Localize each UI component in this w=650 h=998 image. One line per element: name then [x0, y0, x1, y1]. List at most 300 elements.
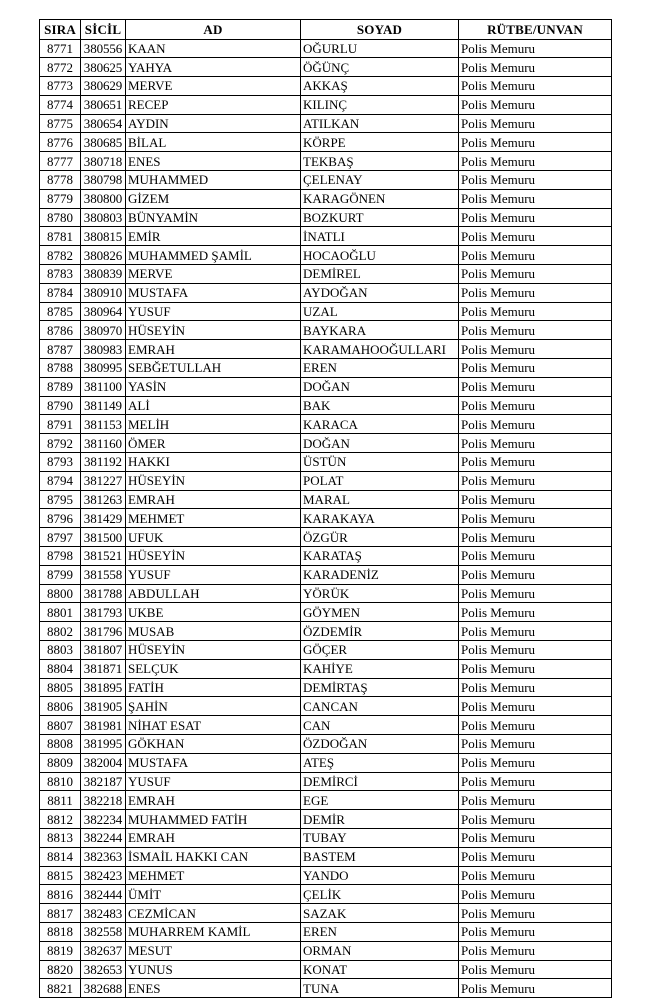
- cell-soyad: CAN: [301, 716, 459, 735]
- cell-sicil: 380718: [81, 152, 126, 171]
- cell-sicil: 380556: [81, 39, 126, 58]
- cell-soyad: BAYKARA: [301, 321, 459, 340]
- cell-ad: YASİN: [126, 377, 301, 396]
- cell-rutbe: Polis Memuru: [459, 340, 612, 359]
- cell-sira: 8786: [40, 321, 81, 340]
- table-row: [40, 772, 612, 791]
- cell-soyad: KÖRPE: [301, 133, 459, 152]
- cell-soyad: OĞURLU: [301, 39, 459, 58]
- table-row: [40, 659, 612, 678]
- cell-rutbe: Polis Memuru: [459, 434, 612, 453]
- cell-soyad: ÖZDOĞAN: [301, 734, 459, 753]
- cell-rutbe: Polis Memuru: [459, 847, 612, 866]
- cell-sicil: 382187: [81, 772, 126, 791]
- cell-ad: ENES: [126, 979, 301, 998]
- table-row: [40, 960, 612, 979]
- cell-sira: 8796: [40, 509, 81, 528]
- cell-sira: 8781: [40, 227, 81, 246]
- cell-rutbe: Polis Memuru: [459, 678, 612, 697]
- cell-ad: SEBĞETULLAH: [126, 359, 301, 378]
- cell-ad: MUHARREM KAMİL: [126, 922, 301, 941]
- cell-rutbe: Polis Memuru: [459, 39, 612, 58]
- cell-sicil: 380815: [81, 227, 126, 246]
- cell-ad: MUHAMMED: [126, 171, 301, 190]
- cell-rutbe: Polis Memuru: [459, 979, 612, 998]
- cell-ad: GİZEM: [126, 189, 301, 208]
- table-row: [40, 866, 612, 885]
- cell-sira: 8818: [40, 922, 81, 941]
- cell-sira: 8813: [40, 828, 81, 847]
- cell-sira: 8784: [40, 283, 81, 302]
- cell-sicil: 381788: [81, 584, 126, 603]
- column-header-ad: AD: [126, 20, 301, 40]
- cell-sira: 8783: [40, 265, 81, 284]
- cell-soyad: GÖÇER: [301, 641, 459, 660]
- cell-sicil: 381981: [81, 716, 126, 735]
- cell-rutbe: Polis Memuru: [459, 716, 612, 735]
- cell-ad: ENES: [126, 152, 301, 171]
- cell-sira: 8812: [40, 810, 81, 829]
- cell-soyad: CANCAN: [301, 697, 459, 716]
- cell-sira: 8802: [40, 622, 81, 641]
- cell-sicil: 381100: [81, 377, 126, 396]
- cell-rutbe: Polis Memuru: [459, 828, 612, 847]
- cell-sira: 8771: [40, 39, 81, 58]
- cell-sira: 8815: [40, 866, 81, 885]
- cell-rutbe: Polis Memuru: [459, 152, 612, 171]
- cell-sicil: 382653: [81, 960, 126, 979]
- cell-sira: 8821: [40, 979, 81, 998]
- cell-soyad: KARACA: [301, 415, 459, 434]
- cell-soyad: BAK: [301, 396, 459, 415]
- cell-soyad: HOCAOĞLU: [301, 246, 459, 265]
- table-row: [40, 58, 612, 77]
- cell-sira: 8801: [40, 603, 81, 622]
- cell-sicil: 381793: [81, 603, 126, 622]
- cell-rutbe: Polis Memuru: [459, 622, 612, 641]
- column-header-rutbe: RÜTBE/UNVAN: [459, 20, 612, 40]
- cell-rutbe: Polis Memuru: [459, 885, 612, 904]
- table-row: [40, 509, 612, 528]
- cell-rutbe: Polis Memuru: [459, 941, 612, 960]
- cell-ad: YUSUF: [126, 565, 301, 584]
- cell-rutbe: Polis Memuru: [459, 77, 612, 96]
- cell-sira: 8782: [40, 246, 81, 265]
- cell-sira: 8777: [40, 152, 81, 171]
- cell-rutbe: Polis Memuru: [459, 904, 612, 923]
- cell-ad: ÖMER: [126, 434, 301, 453]
- cell-sira: 8808: [40, 734, 81, 753]
- cell-soyad: KARAKAYA: [301, 509, 459, 528]
- column-header-sicil: SİCİL: [81, 20, 126, 40]
- cell-soyad: ATEŞ: [301, 753, 459, 772]
- cell-soyad: ATILKAN: [301, 114, 459, 133]
- cell-ad: MUSTAFA: [126, 283, 301, 302]
- cell-rutbe: Polis Memuru: [459, 396, 612, 415]
- cell-rutbe: Polis Memuru: [459, 922, 612, 941]
- cell-rutbe: Polis Memuru: [459, 453, 612, 472]
- cell-ad: EMRAH: [126, 791, 301, 810]
- cell-sicil: 380910: [81, 283, 126, 302]
- cell-soyad: DOĞAN: [301, 434, 459, 453]
- cell-rutbe: Polis Memuru: [459, 584, 612, 603]
- cell-rutbe: Polis Memuru: [459, 189, 612, 208]
- cell-soyad: DEMİREL: [301, 265, 459, 284]
- table-row: [40, 734, 612, 753]
- cell-ad: ÜMİT: [126, 885, 301, 904]
- cell-rutbe: Polis Memuru: [459, 659, 612, 678]
- cell-rutbe: Polis Memuru: [459, 697, 612, 716]
- cell-ad: YUNUS: [126, 960, 301, 979]
- cell-ad: UFUK: [126, 528, 301, 547]
- cell-sicil: 381796: [81, 622, 126, 641]
- cell-sira: 8779: [40, 189, 81, 208]
- cell-soyad: EREN: [301, 359, 459, 378]
- table-row: [40, 716, 612, 735]
- cell-soyad: KAHİYE: [301, 659, 459, 678]
- table-row: [40, 377, 612, 396]
- cell-soyad: KARADENİZ: [301, 565, 459, 584]
- cell-ad: HÜSEYİN: [126, 321, 301, 340]
- cell-sira: 8788: [40, 359, 81, 378]
- table-row: [40, 39, 612, 58]
- table-row: [40, 152, 612, 171]
- cell-rutbe: Polis Memuru: [459, 283, 612, 302]
- cell-ad: MEHMET: [126, 509, 301, 528]
- cell-sicil: 382558: [81, 922, 126, 941]
- table-row: [40, 622, 612, 641]
- cell-sira: 8799: [40, 565, 81, 584]
- table-row: [40, 302, 612, 321]
- cell-sira: 8780: [40, 208, 81, 227]
- cell-rutbe: Polis Memuru: [459, 321, 612, 340]
- table-row: [40, 227, 612, 246]
- cell-sira: 8775: [40, 114, 81, 133]
- cell-sira: 8804: [40, 659, 81, 678]
- cell-soyad: İNATLI: [301, 227, 459, 246]
- cell-soyad: AKKAŞ: [301, 77, 459, 96]
- cell-ad: MERVE: [126, 77, 301, 96]
- cell-sicil: 380654: [81, 114, 126, 133]
- cell-ad: EMRAH: [126, 490, 301, 509]
- cell-rutbe: Polis Memuru: [459, 415, 612, 434]
- cell-soyad: KARAGÖNEN: [301, 189, 459, 208]
- cell-soyad: BASTEM: [301, 847, 459, 866]
- table-row: [40, 922, 612, 941]
- cell-sira: 8794: [40, 471, 81, 490]
- cell-ad: EMİR: [126, 227, 301, 246]
- cell-ad: SELÇUK: [126, 659, 301, 678]
- cell-soyad: KILINÇ: [301, 95, 459, 114]
- cell-ad: CEZMİCAN: [126, 904, 301, 923]
- cell-ad: MERVE: [126, 265, 301, 284]
- table-row: [40, 603, 612, 622]
- table-row: [40, 77, 612, 96]
- table-row: [40, 547, 612, 566]
- cell-sira: 8795: [40, 490, 81, 509]
- cell-soyad: YÖRÜK: [301, 584, 459, 603]
- cell-ad: HÜSEYİN: [126, 547, 301, 566]
- cell-soyad: TEKBAŞ: [301, 152, 459, 171]
- cell-rutbe: Polis Memuru: [459, 772, 612, 791]
- table-body: [40, 39, 612, 998]
- table-row: [40, 340, 612, 359]
- cell-sira: 8817: [40, 904, 81, 923]
- cell-rutbe: Polis Memuru: [459, 603, 612, 622]
- cell-sira: 8790: [40, 396, 81, 415]
- table-header-row: [40, 20, 612, 40]
- cell-sira: 8798: [40, 547, 81, 566]
- table-row: [40, 885, 612, 904]
- cell-soyad: UZAL: [301, 302, 459, 321]
- cell-sira: 8811: [40, 791, 81, 810]
- cell-sira: 8805: [40, 678, 81, 697]
- cell-sira: 8807: [40, 716, 81, 735]
- cell-sicil: 381263: [81, 490, 126, 509]
- cell-soyad: TUNA: [301, 979, 459, 998]
- table-row: [40, 95, 612, 114]
- cell-ad: EMRAH: [126, 340, 301, 359]
- personnel-roster: [39, 19, 611, 998]
- cell-soyad: YANDO: [301, 866, 459, 885]
- cell-rutbe: Polis Memuru: [459, 471, 612, 490]
- cell-rutbe: Polis Memuru: [459, 265, 612, 284]
- cell-ad: ŞAHİN: [126, 697, 301, 716]
- table-row: [40, 133, 612, 152]
- cell-ad: MELİH: [126, 415, 301, 434]
- cell-sira: 8789: [40, 377, 81, 396]
- cell-ad: MUSTAFA: [126, 753, 301, 772]
- cell-sicil: 382444: [81, 885, 126, 904]
- cell-sicil: 380970: [81, 321, 126, 340]
- cell-sira: 8773: [40, 77, 81, 96]
- cell-rutbe: Polis Memuru: [459, 58, 612, 77]
- cell-rutbe: Polis Memuru: [459, 114, 612, 133]
- table-row: [40, 171, 612, 190]
- cell-rutbe: Polis Memuru: [459, 95, 612, 114]
- cell-soyad: KONAT: [301, 960, 459, 979]
- cell-sira: 8810: [40, 772, 81, 791]
- table-row: [40, 208, 612, 227]
- table-row: [40, 847, 612, 866]
- cell-rutbe: Polis Memuru: [459, 359, 612, 378]
- cell-sira: 8800: [40, 584, 81, 603]
- cell-sicil: 381160: [81, 434, 126, 453]
- cell-soyad: TUBAY: [301, 828, 459, 847]
- cell-soyad: ÖĞÜNÇ: [301, 58, 459, 77]
- cell-sira: 8806: [40, 697, 81, 716]
- table-row: [40, 359, 612, 378]
- cell-soyad: DEMİRCİ: [301, 772, 459, 791]
- cell-ad: ABDULLAH: [126, 584, 301, 603]
- cell-ad: MUSAB: [126, 622, 301, 641]
- cell-sicil: 381149: [81, 396, 126, 415]
- cell-soyad: KARAMAHOOĞULLARI: [301, 340, 459, 359]
- cell-sira: 8785: [40, 302, 81, 321]
- table-row: [40, 453, 612, 472]
- cell-sira: 8787: [40, 340, 81, 359]
- cell-sicil: 380798: [81, 171, 126, 190]
- cell-sira: 8816: [40, 885, 81, 904]
- cell-sicil: 381192: [81, 453, 126, 472]
- cell-soyad: POLAT: [301, 471, 459, 490]
- cell-sicil: 380625: [81, 58, 126, 77]
- table-row: [40, 828, 612, 847]
- cell-soyad: KARATAŞ: [301, 547, 459, 566]
- cell-sira: 8819: [40, 941, 81, 960]
- cell-sira: 8772: [40, 58, 81, 77]
- cell-soyad: EGE: [301, 791, 459, 810]
- cell-rutbe: Polis Memuru: [459, 509, 612, 528]
- cell-rutbe: Polis Memuru: [459, 246, 612, 265]
- table-row: [40, 678, 612, 697]
- cell-rutbe: Polis Memuru: [459, 302, 612, 321]
- cell-ad: NİHAT ESAT: [126, 716, 301, 735]
- cell-ad: ALİ: [126, 396, 301, 415]
- cell-sicil: 381500: [81, 528, 126, 547]
- cell-rutbe: Polis Memuru: [459, 171, 612, 190]
- cell-sicil: 382244: [81, 828, 126, 847]
- cell-sira: 8803: [40, 641, 81, 660]
- cell-sicil: 382483: [81, 904, 126, 923]
- cell-soyad: ÜSTÜN: [301, 453, 459, 472]
- table-row: [40, 528, 612, 547]
- cell-ad: MEHMET: [126, 866, 301, 885]
- cell-sira: 8793: [40, 453, 81, 472]
- cell-sicil: 380800: [81, 189, 126, 208]
- table-row: [40, 791, 612, 810]
- cell-soyad: DEMİRTAŞ: [301, 678, 459, 697]
- cell-rutbe: Polis Memuru: [459, 208, 612, 227]
- cell-soyad: ÇELENAY: [301, 171, 459, 190]
- cell-sicil: 381429: [81, 509, 126, 528]
- cell-sira: 8820: [40, 960, 81, 979]
- cell-sicil: 382363: [81, 847, 126, 866]
- cell-ad: YUSUF: [126, 772, 301, 791]
- cell-ad: GÖKHAN: [126, 734, 301, 753]
- cell-rutbe: Polis Memuru: [459, 960, 612, 979]
- cell-sira: 8809: [40, 753, 81, 772]
- cell-sicil: 381871: [81, 659, 126, 678]
- table-row: [40, 396, 612, 415]
- cell-rutbe: Polis Memuru: [459, 528, 612, 547]
- cell-sira: 8776: [40, 133, 81, 152]
- table-row: [40, 941, 612, 960]
- cell-rutbe: Polis Memuru: [459, 866, 612, 885]
- cell-rutbe: Polis Memuru: [459, 641, 612, 660]
- column-header-soyad: SOYAD: [301, 20, 459, 40]
- table-row: [40, 810, 612, 829]
- cell-sicil: 380826: [81, 246, 126, 265]
- table-row: [40, 641, 612, 660]
- cell-ad: BÜNYAMİN: [126, 208, 301, 227]
- table-row: [40, 565, 612, 584]
- cell-ad: HÜSEYİN: [126, 641, 301, 660]
- cell-sira: 8797: [40, 528, 81, 547]
- cell-soyad: BOZKURT: [301, 208, 459, 227]
- table-row: [40, 471, 612, 490]
- cell-soyad: DEMİR: [301, 810, 459, 829]
- cell-rutbe: Polis Memuru: [459, 810, 612, 829]
- cell-rutbe: Polis Memuru: [459, 133, 612, 152]
- cell-ad: BİLAL: [126, 133, 301, 152]
- table-row: [40, 415, 612, 434]
- cell-ad: MUHAMMED FATİH: [126, 810, 301, 829]
- cell-sicil: 380964: [81, 302, 126, 321]
- table-row: [40, 114, 612, 133]
- cell-sicil: 381153: [81, 415, 126, 434]
- cell-sira: 8814: [40, 847, 81, 866]
- cell-rutbe: Polis Memuru: [459, 547, 612, 566]
- cell-ad: EMRAH: [126, 828, 301, 847]
- cell-sicil: 380983: [81, 340, 126, 359]
- cell-rutbe: Polis Memuru: [459, 377, 612, 396]
- cell-soyad: AYDOĞAN: [301, 283, 459, 302]
- cell-ad: FATİH: [126, 678, 301, 697]
- cell-ad: MUHAMMED ŞAMİL: [126, 246, 301, 265]
- table-row: [40, 246, 612, 265]
- cell-sira: 8778: [40, 171, 81, 190]
- cell-ad: İSMAİL HAKKI CAN: [126, 847, 301, 866]
- cell-sicil: 382234: [81, 810, 126, 829]
- cell-ad: UKBE: [126, 603, 301, 622]
- cell-sicil: 381227: [81, 471, 126, 490]
- cell-sicil: 382688: [81, 979, 126, 998]
- cell-ad: KAAN: [126, 39, 301, 58]
- cell-rutbe: Polis Memuru: [459, 753, 612, 772]
- cell-sicil: 382004: [81, 753, 126, 772]
- table-row: [40, 697, 612, 716]
- cell-ad: HÜSEYİN: [126, 471, 301, 490]
- table-row: [40, 904, 612, 923]
- cell-soyad: SAZAK: [301, 904, 459, 923]
- cell-sicil: 381995: [81, 734, 126, 753]
- cell-sira: 8791: [40, 415, 81, 434]
- cell-sicil: 381905: [81, 697, 126, 716]
- table-row: [40, 753, 612, 772]
- cell-ad: YUSUF: [126, 302, 301, 321]
- cell-ad: YAHYA: [126, 58, 301, 77]
- cell-ad: HAKKI: [126, 453, 301, 472]
- cell-soyad: ÖZDEMİR: [301, 622, 459, 641]
- personnel-table: [39, 19, 612, 998]
- cell-rutbe: Polis Memuru: [459, 490, 612, 509]
- table-row: [40, 584, 612, 603]
- cell-soyad: DOĞAN: [301, 377, 459, 396]
- cell-sicil: 380995: [81, 359, 126, 378]
- cell-ad: AYDIN: [126, 114, 301, 133]
- cell-rutbe: Polis Memuru: [459, 734, 612, 753]
- table-header: [40, 20, 612, 40]
- cell-soyad: EREN: [301, 922, 459, 941]
- cell-ad: MESUT: [126, 941, 301, 960]
- cell-ad: RECEP: [126, 95, 301, 114]
- cell-sicil: 382218: [81, 791, 126, 810]
- cell-soyad: ORMAN: [301, 941, 459, 960]
- cell-sicil: 381558: [81, 565, 126, 584]
- cell-sicil: 382637: [81, 941, 126, 960]
- table-row: [40, 321, 612, 340]
- table-row: [40, 189, 612, 208]
- cell-sicil: 380803: [81, 208, 126, 227]
- cell-soyad: MARAL: [301, 490, 459, 509]
- cell-sicil: 381895: [81, 678, 126, 697]
- cell-sicil: 382423: [81, 866, 126, 885]
- table-row: [40, 490, 612, 509]
- cell-sicil: 380839: [81, 265, 126, 284]
- cell-sicil: 380629: [81, 77, 126, 96]
- cell-sira: 8792: [40, 434, 81, 453]
